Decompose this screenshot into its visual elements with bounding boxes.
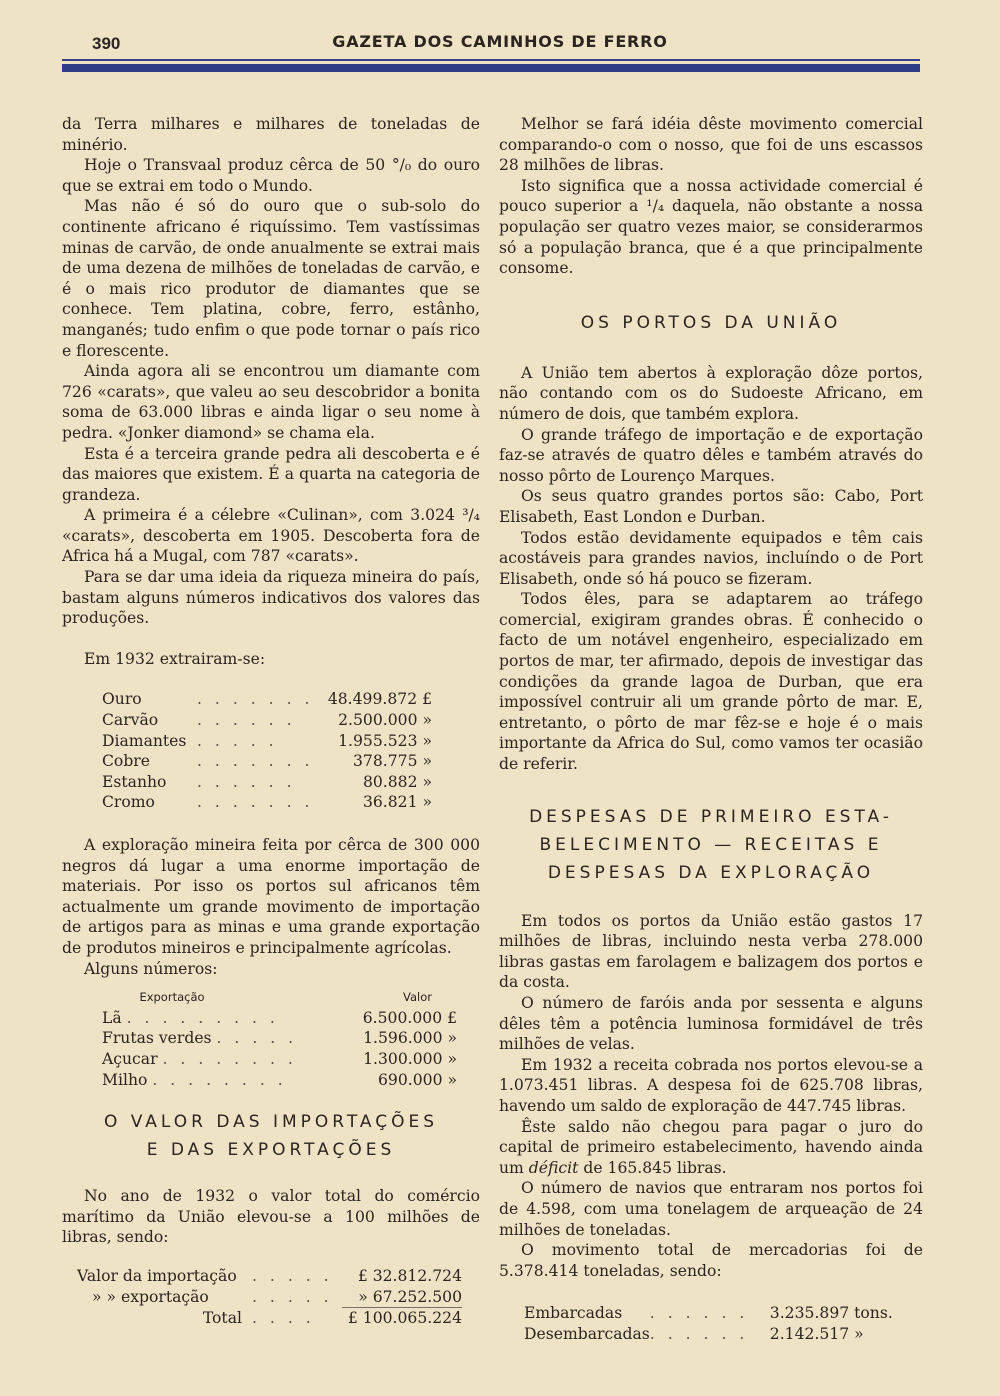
table-header-row — [102, 987, 457, 1008]
leader-dots: . . . . — [252, 1308, 315, 1327]
paragraph: Em 1932 a receita cobrada nos portos elevou-se a 1.073.451 libras. A despesa foi de 625.708 libras, havendo um saldo de exploração de 447.745 libras. — [499, 1055, 923, 1115]
table-row — [524, 1303, 900, 1324]
paragraph: No ano de 1932 o valor total do comércio marítimo da União elevou-se a 100 milhões de libras, sendo: — [62, 1187, 480, 1247]
leader-dots: . . . . . — [252, 1266, 333, 1285]
paragraph: Ainda agora ali se encontrou um diamante com 726 «carats», que valeu ao seu descobridor a bonita soma de 63.000 libras e ainda ligar o seu nome à pedra. «Jonker diamond» se chama ela. — [62, 362, 480, 442]
mineral-value: 80.882 » — [362, 772, 432, 791]
paragraph: Alguns números: — [84, 959, 218, 978]
paragraph: Êste saldo não chegou para pagar o juro do capital de primeiro estabelecimento, havendo ainda um déficit de 165.845 libras. — [499, 1117, 923, 1177]
trade-total: £ 100.065.224 — [342, 1308, 462, 1329]
trade-label: Total — [202, 1308, 242, 1327]
table-row — [102, 710, 432, 731]
trade-label: » » exportação — [92, 1287, 209, 1306]
export-item: Açucar . . . . . . . . — [102, 1049, 297, 1068]
trade-value: £ 32.812.724 — [357, 1266, 462, 1285]
trade-table — [77, 1266, 462, 1329]
table-row — [102, 751, 432, 772]
table-row — [77, 1308, 462, 1329]
cargo-value: 3.235.897 tons. — [769, 1304, 893, 1323]
table-row — [102, 1049, 457, 1070]
table-row — [102, 1028, 457, 1049]
left-column — [62, 114, 480, 1329]
mineral-value: 36.821 » — [362, 793, 432, 812]
paragraph: O número de faróis anda por sessenta e alguns dêles têm a potência luminosa formidável de três milhões de velas. — [499, 994, 923, 1054]
cargo-label: Embarcadas — [524, 1304, 623, 1323]
mineral-name: Carvão — [102, 711, 159, 730]
cargo-label: Desembarcadas — [524, 1324, 650, 1343]
table-row — [102, 1008, 457, 1029]
cargo-table — [524, 1303, 900, 1344]
paragraph: Todos estão devidamente equipados e têm cais acostáveis para grandes navios, incluíndo o de Port Elisabeth, onde só há pouco se fizeram. — [499, 528, 923, 588]
export-item: Frutas verdes . . . . . — [102, 1029, 298, 1048]
paragraph: A União tem abertos à exploração dôze portos, não contando com os do Sudoeste Africano, em número de dois, que também explora. — [499, 363, 923, 423]
section-heading: DESPESAS DE PRIMEIRO ESTA- BELECIMENTO — RECEITAS E DESPESAS DA EXPLORAÇÃO — [529, 806, 893, 883]
paragraph: A exploração mineira feita por cêrca de 300 000 negros dá lugar a uma enorme importação de materiais. Por isso os portos sul africanos têm actualmente um grande movimento de importação de artigos para as minas e uma grande exportação de produtos mineiros e principalmente agrícolas. — [62, 836, 480, 957]
leader-dots: . . . . . . — [197, 772, 296, 791]
table-row — [102, 1070, 457, 1091]
mineral-name: Cobre — [102, 752, 150, 771]
paragraph: Hoje o Transvaal produz cêrca de 50 °/₀ do ouro que se extrai em todo o Mundo. — [62, 156, 480, 195]
paragraph: Em 1932 extrairam-se: — [84, 649, 266, 668]
header-rule-thick — [62, 64, 920, 72]
paragraph: da Terra milhares e milhares de toneladas de minério. — [62, 115, 480, 154]
leader-dots: . . . . . . — [197, 711, 296, 730]
page-number: 390 — [92, 34, 121, 53]
masthead-title: GAZETA DOS CAMINHOS DE FERRO — [332, 32, 668, 51]
mineral-value: 48.499.872 £ — [327, 690, 432, 709]
paragraph: Melhor se fará idéia dêste movimento comercial comparando-o com o nosso, que foi de uns escassos 28 milhões de libras. — [499, 115, 923, 175]
paragraph: Em todos os portos da União estão gastos 17 milhões de libras, incluindo nesta verba 278.000 libras gastas em farolagem e balizagem dos portos e da costa. — [499, 911, 923, 992]
section-heading: O VALOR DAS IMPORTAÇÕES E DAS EXPORTAÇÕES — [103, 1112, 439, 1161]
paragraph: O grande tráfego de importação e de exportação faz-se através de quatro dêles e também através do nosso pôrto de Lourenço Marques. — [499, 425, 923, 485]
paragraph: Mas não é só do ouro que o sub-solo do continente africano é riquíssimo. Tem vastíssimas minas de carvão, de onde anualmente se extrai mais de uma dezena de milhões de toneladas de carvão, e é o mais rico produtor de diamantes que se conhece. Tem platina, cobre, ferro, estânho, manganés; tudo enfim o que pode tornar o país rico e florescente. — [62, 197, 480, 360]
trade-value: » 67.252.500 — [358, 1287, 462, 1306]
table-row — [524, 1324, 900, 1345]
mineral-name: Estanho — [102, 772, 167, 791]
leader-dots: . . . . . . — [649, 1324, 749, 1343]
mineral-name: Diamantes — [102, 731, 187, 750]
paragraph: Os seus quatro grandes portos são: Cabo, Port Elisabeth, East London e Durban. — [499, 487, 923, 526]
export-value: 690.000 » — [378, 1070, 457, 1089]
table-row — [77, 1266, 462, 1287]
export-item: Lã . . . . . . . . . — [102, 1008, 279, 1027]
header-rule-thin — [62, 59, 920, 61]
leader-dots: . . . . . . . — [197, 752, 314, 771]
table-row — [102, 792, 432, 813]
leader-dots: . . . . . . — [649, 1304, 749, 1323]
column-header: Valor — [403, 990, 432, 1005]
export-value: 1.300.000 » — [363, 1049, 457, 1068]
paragraph: Esta é a terceira grande pedra ali descoberta e é das maiores que existem. É a quarta na categoria de grandeza. — [62, 444, 480, 504]
mineral-name: Ouro — [102, 690, 142, 709]
table-row — [102, 689, 432, 710]
mineral-value: 1.955.523 » — [338, 731, 432, 750]
right-column — [499, 114, 923, 1345]
leader-dots: . . . . . — [197, 731, 278, 750]
leader-dots: . . . . . — [252, 1287, 333, 1306]
mineral-value: 2.500.000 » — [338, 711, 432, 730]
paragraph: A primeira é a célebre «Culinan», com 3.024 ³/₄ «carats», descoberta em 1905. Descoberta fora de Africa há a Mugal, com 787 «carats». — [62, 506, 480, 566]
exports-table — [102, 987, 457, 1090]
minerals-table — [102, 689, 432, 813]
leader-dots: . . . . . . . — [197, 690, 314, 709]
trade-label: Valor da importação — [77, 1266, 237, 1285]
export-value: 6.500.000 £ — [362, 1008, 457, 1027]
paragraph: Todos êles, para se adaptarem ao tráfego comercial, exigiram grandes obras. É conhecido o facto de um notável engenheiro, especializado em portos de mar, ter afirmado, depois de investigar das condições da grande lagoa de Durban, que era impossível contruir ali um grande pôrto de mar. E, entretanto, o pôrto de mar fêz-se e hoje é o mais importante da Africa do Sul, como vamos ter ocasião de referir. — [499, 590, 923, 774]
column-header: Exportação — [139, 990, 205, 1005]
leader-dots: . . . . . . . — [197, 793, 314, 812]
cargo-value: 2.142.517 » — [769, 1324, 864, 1343]
paragraph: O movimento total de mercadorias foi de 5.378.414 toneladas, sendo: — [499, 1241, 923, 1280]
italic-term: déficit — [528, 1158, 579, 1177]
paragraph: O número de navios que entraram nos portos foi de 4.598, com uma tonelagem de arqueação de 24 milhões de toneladas. — [499, 1179, 923, 1239]
export-value: 1.596.000 » — [363, 1029, 457, 1048]
paragraph: Isto significa que a nossa actividade comercial é pouco superior a ¹/₄ daquela, não obstante a nossa população ser quatro vezes maior, se considerarmos só a população branca, que é a que principalmente consome. — [499, 176, 923, 278]
table-row — [102, 772, 432, 793]
mineral-value: 378.775 » — [353, 752, 432, 771]
export-item: Milho . . . . . . . . — [102, 1070, 287, 1089]
table-row — [102, 731, 432, 752]
section-heading: OS PORTOS DA UNIÃO — [580, 312, 842, 333]
paragraph: Para se dar uma ideia da riqueza mineira do país, bastam alguns números indicativos dos valores das produções. — [62, 568, 480, 628]
mineral-name: Cromo — [102, 793, 155, 812]
table-row — [77, 1287, 462, 1308]
